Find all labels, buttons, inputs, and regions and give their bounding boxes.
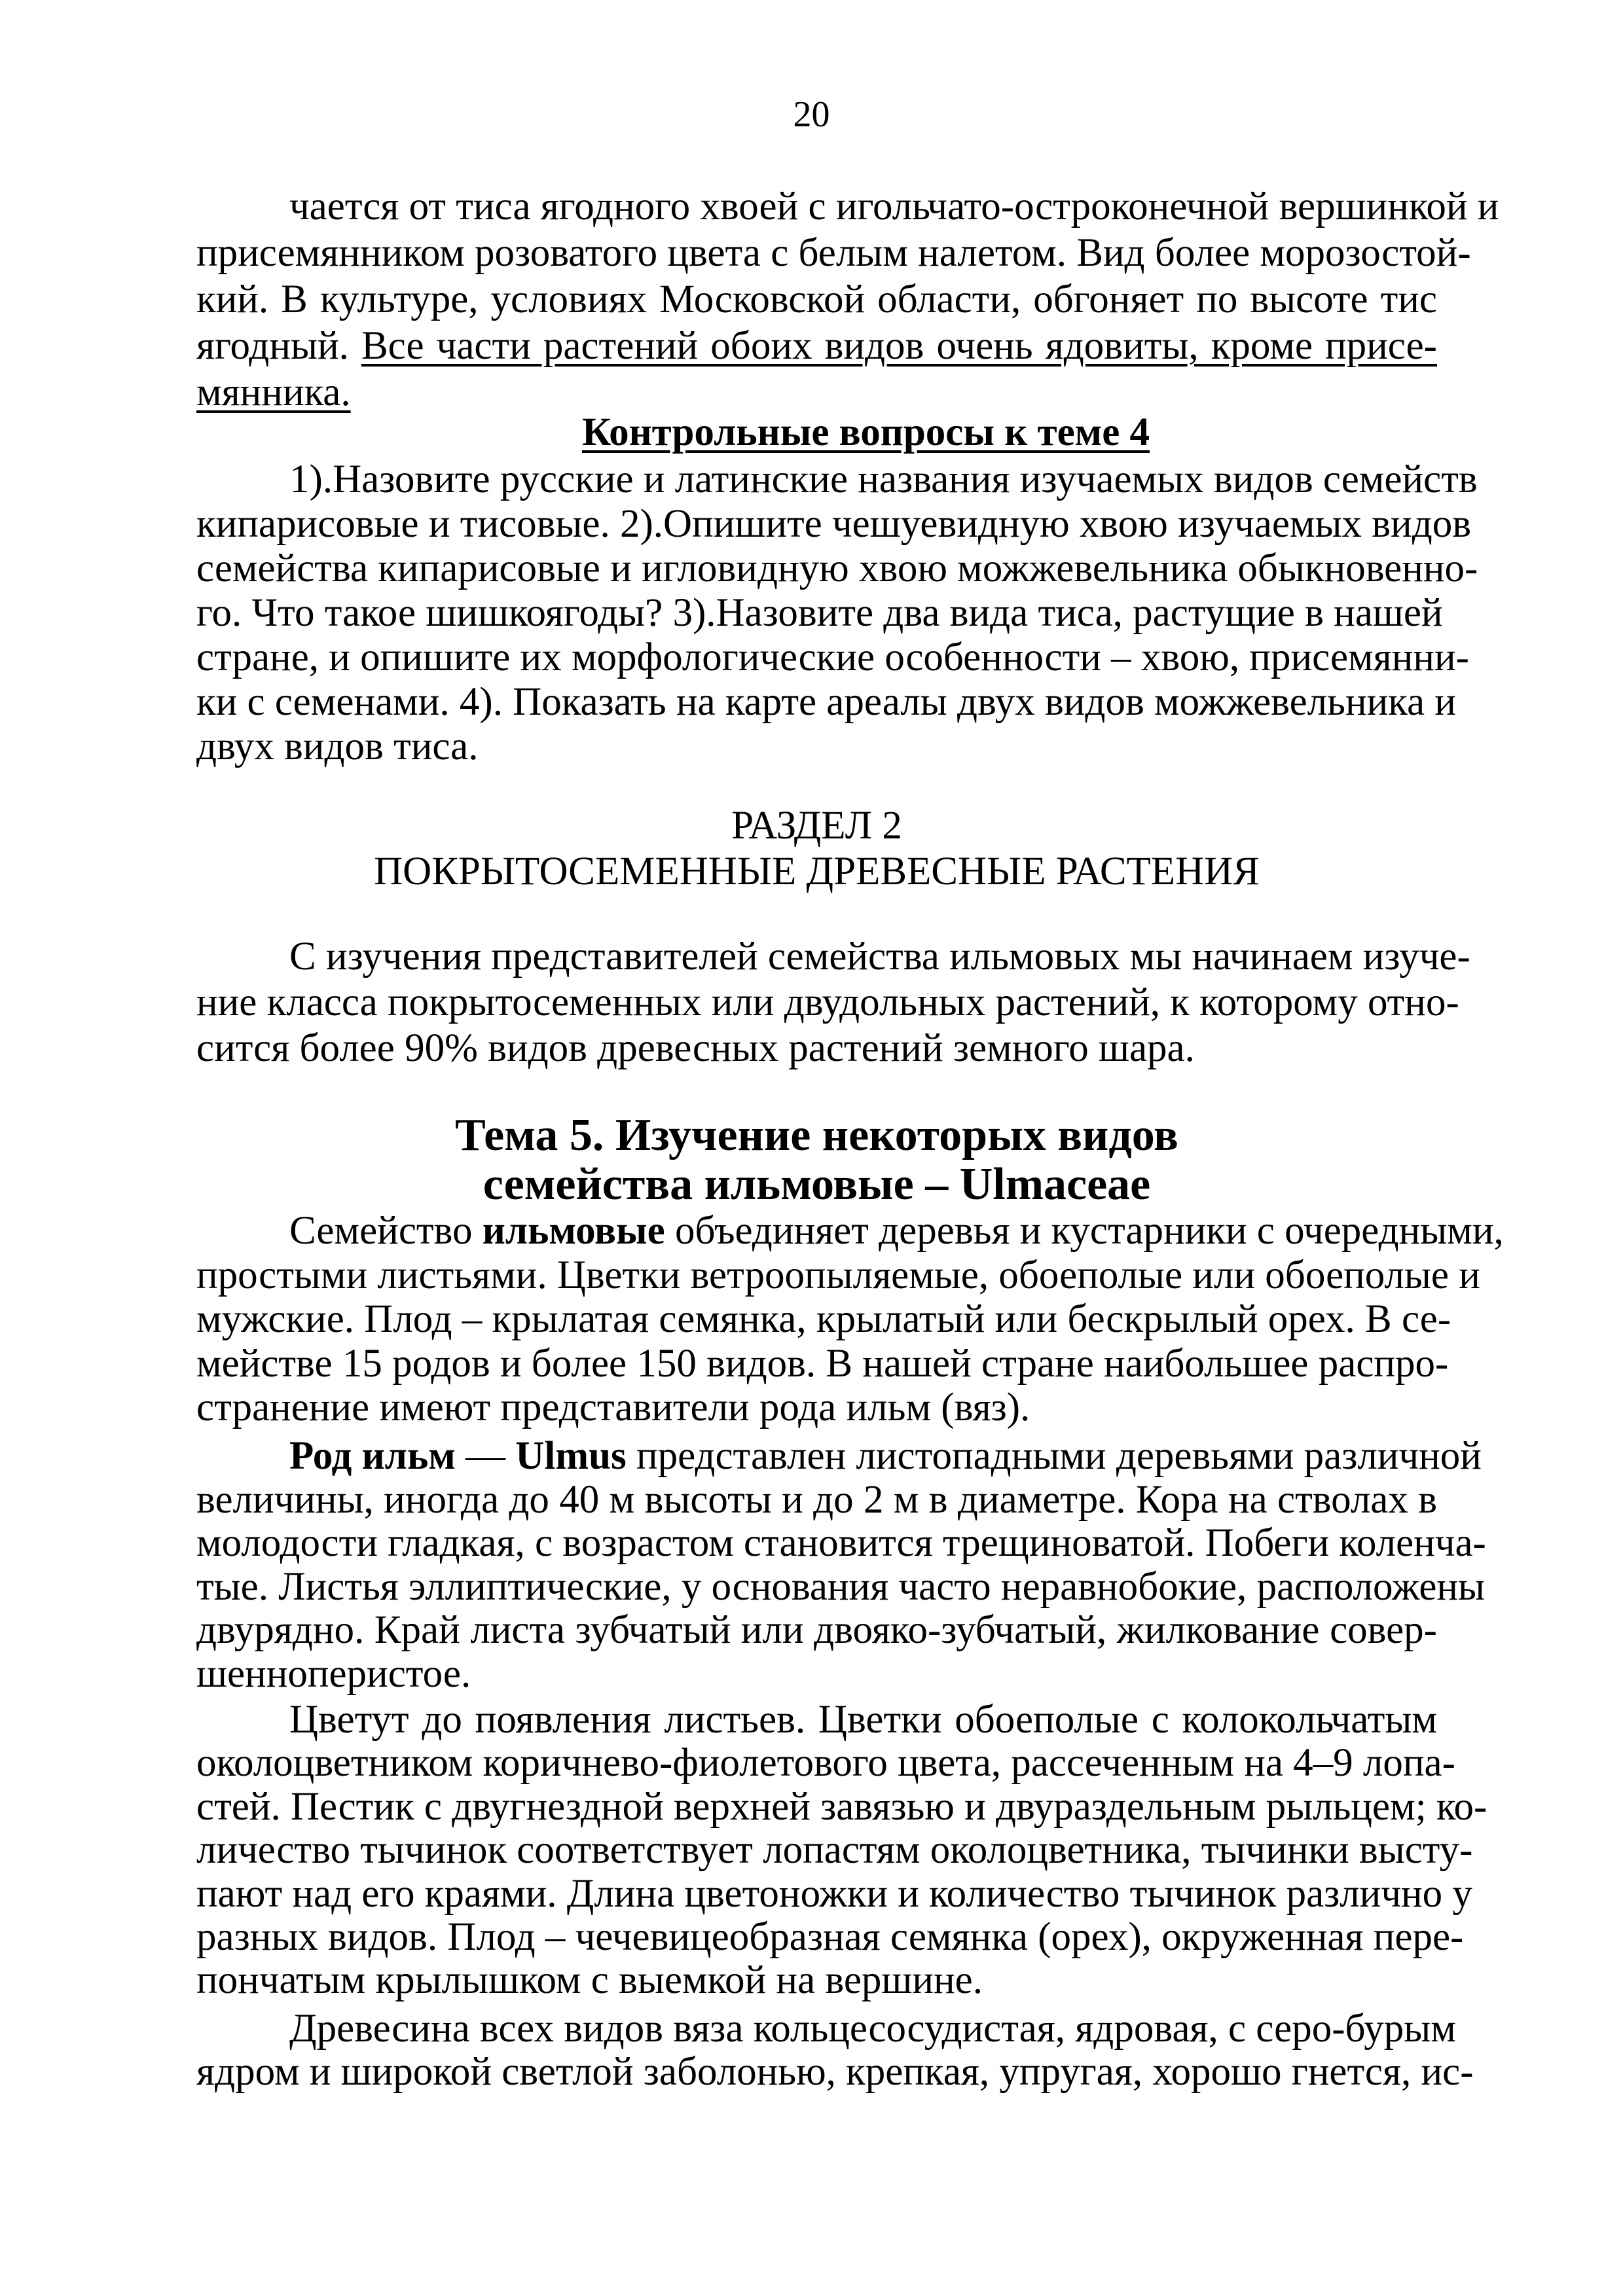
paragraph bbox=[196, 183, 1499, 416]
text-run: семейства кипарисовые и игловидную хвою можжевельника обыкновенно- bbox=[196, 547, 1478, 590]
text-line bbox=[196, 1521, 1486, 1566]
text-line bbox=[196, 2007, 1456, 2051]
text-run: ние класса покрытосеменных или двудольных растений, к которому отно- bbox=[196, 980, 1459, 1024]
text-line bbox=[196, 457, 1478, 502]
text-line bbox=[196, 980, 1459, 1026]
text-line bbox=[196, 1111, 1437, 1160]
paragraph bbox=[196, 2007, 1474, 2094]
text-run: простыми листьями. Цветки ветроопыляемые, обоеполые или обоеполые и bbox=[196, 1253, 1480, 1297]
paragraph bbox=[196, 1698, 1487, 2003]
text-line bbox=[196, 1253, 1480, 1298]
text-line bbox=[196, 849, 1437, 895]
text-run: ки с семенами. 4). Показать на карте ареалы двух видов можжевельника и bbox=[196, 680, 1456, 724]
text-run: кий. В культуре, условиях Московской области, обгоняет по высоте тис bbox=[196, 278, 1437, 321]
text-run: величины, иногда до 40 м высоты и до 2 м в диаметре. Кора на стволах в bbox=[196, 1477, 1437, 1522]
text-line bbox=[196, 1209, 1504, 1253]
paragraph bbox=[196, 1209, 1504, 1430]
text-line bbox=[196, 547, 1478, 591]
text-line bbox=[196, 1653, 1437, 1696]
text-run: ядром и широкой светлой заболонью, крепкая, упругая, хорошо гнется, ис- bbox=[196, 2050, 1474, 2094]
text-run: представлен листопадными деревьями различной bbox=[626, 1434, 1482, 1478]
text-line bbox=[196, 1297, 1451, 1342]
text-line bbox=[196, 1479, 1437, 1522]
text-run: 1).Назовите русские и латинские названия изучаемых видов семейств bbox=[289, 457, 1478, 501]
text-run: стей. Пестик с двугнездной верхней завязью и двураздельным рыльцем; ко- bbox=[196, 1784, 1487, 1829]
text-line bbox=[196, 276, 1437, 323]
text-run: пончатым крылышком с выемкой на вершине. bbox=[196, 1958, 983, 2003]
text-line bbox=[196, 1871, 1472, 1916]
text-run: молодости гладкая, с возрастом становится трещиноватой. Побеги коленча- bbox=[196, 1521, 1486, 1566]
text-line bbox=[196, 230, 1471, 276]
text-run: ягодный. bbox=[196, 324, 361, 368]
text-run: странение имеют представители рода ильм (вяз). bbox=[196, 1386, 1030, 1429]
text-line bbox=[196, 502, 1472, 547]
bold-text: Род ильм bbox=[289, 1434, 456, 1478]
text-run: объединяет деревья и кустарники с очередными, bbox=[665, 1209, 1504, 1253]
text-line bbox=[196, 636, 1469, 680]
text-line bbox=[196, 934, 1470, 980]
text-line bbox=[196, 680, 1456, 725]
text-run: личество тычинок соответствует лопастям околоцветника, тычинки высту- bbox=[196, 1828, 1473, 1873]
text-run: ПОКРЫТОСЕМЕННЫЕ ДРЕВЕСНЫЕ РАСТЕНИЯ bbox=[374, 850, 1260, 893]
subheading bbox=[196, 409, 1437, 456]
text-line bbox=[196, 1160, 1437, 1209]
text-run: шенноперистое. bbox=[196, 1651, 471, 1696]
text-line bbox=[196, 1784, 1487, 1829]
text-run: околоцветником коричнево-фиолетового цвета, рассеченным на 4–9 лопа- bbox=[196, 1741, 1455, 1785]
text-line bbox=[196, 591, 1443, 636]
text-line bbox=[196, 1741, 1455, 1785]
underlined-text: Все части растений обоих видов очень ядовиты, кроме присе- bbox=[361, 324, 1437, 368]
underlined-text: Контрольные вопросы к теме 4 bbox=[581, 410, 1150, 454]
text-line bbox=[196, 1434, 1482, 1479]
text-run: Цветут до появления листьев. Цветки обоеполые с колокольчатым bbox=[289, 1698, 1437, 1742]
text-run: тые. Листья эллиптические, у основания часто неравнобокие, расположены bbox=[196, 1564, 1486, 1609]
text-run: присемянником розоватого цвета с белым налетом. Вид более морозостой- bbox=[196, 231, 1471, 275]
text-run: — bbox=[455, 1434, 516, 1478]
text-line bbox=[295, 409, 1437, 456]
text-run: мействе 15 родов и более 150 видов. В нашей стране наибольшее распро- bbox=[196, 1341, 1449, 1386]
page-number: 20 bbox=[793, 94, 830, 135]
text-run: двух видов тиса. bbox=[196, 725, 479, 768]
text-line bbox=[196, 1609, 1437, 1653]
text-run: сится более 90% видов древесных растений земного шара. bbox=[196, 1026, 1195, 1070]
text-run: го. Что такое шишкоягоды? 3).Назовите два вида тиса, растущие в нашей bbox=[196, 591, 1443, 635]
bold-text: ильмовые bbox=[482, 1209, 665, 1253]
text-line bbox=[196, 1341, 1449, 1386]
text-run: С изучения представителей семейства ильмовых мы начинаем изуче- bbox=[289, 935, 1470, 978]
text-run: Древесина всех видов вяза кольцесосудистая, ядровая, с серо-бурым bbox=[289, 2007, 1456, 2051]
paragraph bbox=[196, 1434, 1486, 1696]
text-run: чается от тиса ягодного хвоей с игольчато-остроконечной вершинкой и bbox=[289, 185, 1499, 228]
text-run: мужские. Плод – крылатая семянка, крылатый или бескрылый орех. В се- bbox=[196, 1297, 1451, 1341]
text-line bbox=[196, 1564, 1486, 1609]
underlined-text: мянника. bbox=[196, 370, 351, 414]
text-run: Тема 5. Изучение некоторых видов bbox=[455, 1110, 1178, 1160]
text-line bbox=[196, 1386, 1437, 1430]
paragraph bbox=[196, 934, 1470, 1071]
text-line bbox=[196, 323, 1437, 369]
section-title bbox=[196, 803, 1437, 895]
text-line bbox=[196, 1915, 1464, 1960]
topic-heading bbox=[196, 1111, 1437, 1209]
text-line bbox=[196, 1698, 1437, 1742]
text-run: разных видов. Плод – чечевицеобразная семянка (орех), окруженная пере- bbox=[196, 1915, 1464, 1960]
text-run: Семейство bbox=[289, 1209, 483, 1253]
paragraph bbox=[196, 457, 1478, 769]
text-run: РАЗДЕЛ 2 bbox=[731, 804, 902, 848]
bold-text: Ulmus bbox=[515, 1434, 627, 1478]
text-line bbox=[196, 1026, 1437, 1071]
text-run: стране, и опишите их морфологические особенности – хвою, присемянни- bbox=[196, 636, 1469, 679]
text-run: пают над его краями. Длина цветоножки и количество тычинок различно у bbox=[196, 1871, 1472, 1916]
text-line bbox=[196, 1959, 1437, 2002]
text-run: кипарисовые и тисовые. 2).Опишите чешуевидную хвою изучаемых видов bbox=[196, 502, 1472, 546]
text-run: семейства ильмовые – Ulmaceae bbox=[483, 1159, 1151, 1210]
text-line bbox=[196, 1828, 1473, 1873]
text-line bbox=[196, 725, 1437, 769]
text-line bbox=[196, 2050, 1474, 2094]
text-line bbox=[196, 183, 1499, 230]
text-line bbox=[196, 803, 1437, 849]
text-run: двурядно. Край листа зубчатый или двояко-зубчатый, жилкование совер- bbox=[196, 1608, 1437, 1653]
